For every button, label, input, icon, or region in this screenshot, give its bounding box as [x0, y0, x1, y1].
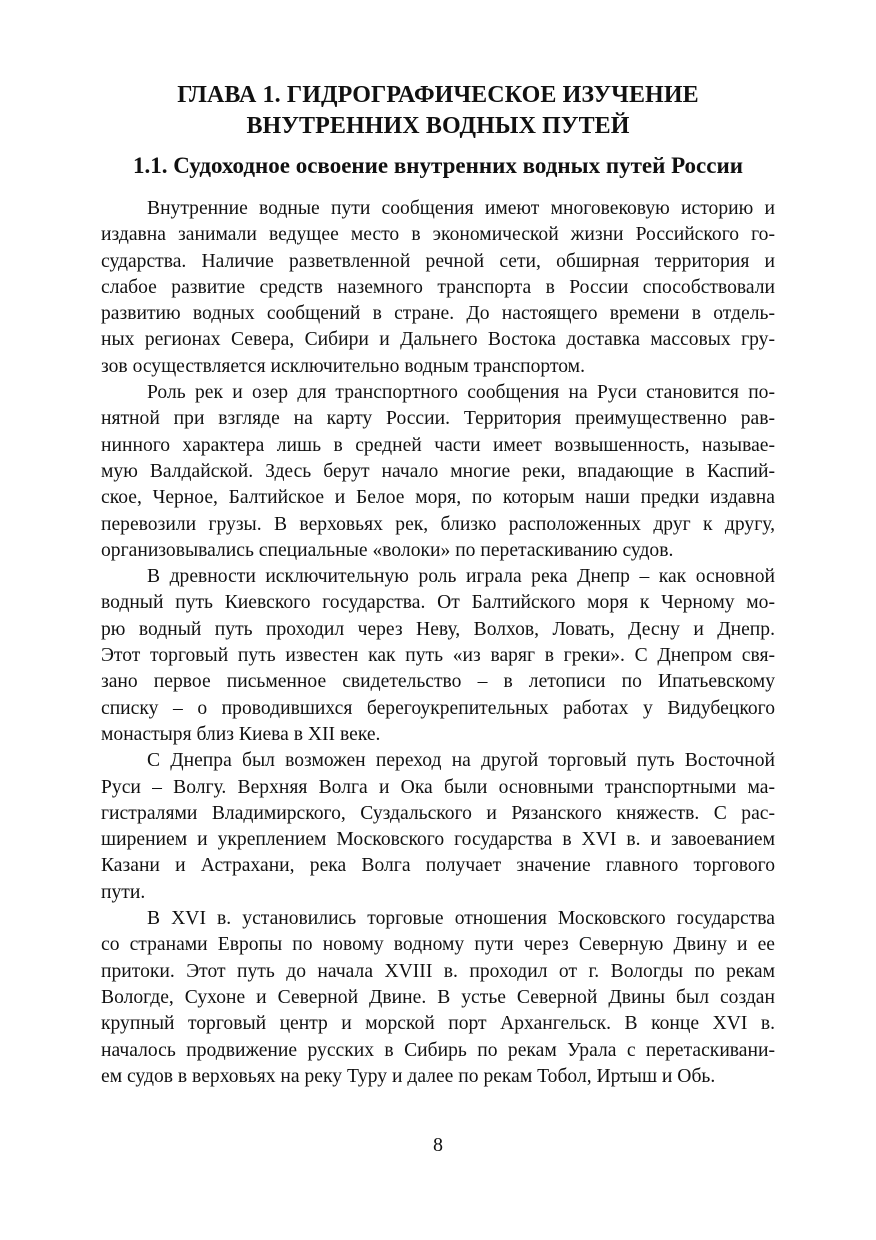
text-line: нятной при взгляде на карту России. Территория преимущественно рав- [101, 408, 775, 430]
text-line: организовывались специальные «волоки» по перетаскиванию судов. [101, 539, 674, 561]
text-line: рю водный путь проходил через Неву, Волхов, Ловать, Десну и Днепр. [101, 618, 775, 640]
text-line: ское, Черное, Балтийское и Белое моря, по которым наши предки издавна [101, 487, 775, 509]
text-line: со странами Европы по новому водному пути через Северную Двину и ее [101, 934, 775, 956]
text-line: мую Валдайской. Здесь берут начало многие реки, впадающие в Каспий- [101, 460, 775, 482]
body-text [101, 196, 775, 1090]
section-title: 1.1. Судоходное освоение внутренних водных путей России [133, 153, 743, 178]
text-line: Руси – Волгу. Верхняя Волга и Ока были основными транспортными ма- [101, 776, 775, 798]
text-line: ных регионах Севера, Сибири и Дальнего Востока доставка массовых гру- [101, 329, 775, 351]
text-line: Роль рек и озер для транспортного сообщения на Руси становится по- [147, 382, 775, 404]
text-line: ширением и укреплением Московского государства в XVI в. и завоеванием [101, 829, 775, 851]
text-line: В XVI в. установились торговые отношения Московского государства [147, 908, 775, 930]
text-line: Внутренние водные пути сообщения имеют многовековую историю и [147, 198, 775, 219]
text-line: списку – о проводившихся берегоукрепительных работах у Видубецкого [101, 697, 775, 719]
page-number: 8 [433, 1134, 443, 1156]
text-line: Вологде, Сухоне и Северной Двине. В устье Северной Двины был создан [101, 986, 775, 1008]
chapter-title [100, 80, 776, 142]
text-line: пути. [101, 881, 146, 903]
text-line: сударства. Наличие разветвленной речной сети, обширная территория и [101, 250, 775, 272]
text-line: В древности исключительную роль играла река Днепр – как основной [147, 566, 775, 588]
text-line: гистралями Владимирского, Суздальского и Рязанского княжеств. С рас- [101, 802, 775, 824]
paragraph [101, 380, 775, 564]
text-line: Этот торговый путь известен как путь «из варяг в греки». С Днепром свя- [101, 645, 775, 667]
text-line: крупный торговый центр и морской порт Архангельск. В конце XVI в. [101, 1013, 775, 1035]
text-line: слабое развитие средств наземного транспорта в России способствовали [101, 276, 775, 298]
paragraph [101, 564, 775, 748]
text-line: издавна занимали ведущее место в экономической жизни Российского го- [101, 224, 775, 246]
text-line: С Днепра был возможен переход на другой торговый путь Восточной [147, 750, 775, 772]
text-line: ем судов в верховьях на реку Туру и далее по рекам Тобол, Иртыш и Обь. [101, 1065, 716, 1087]
text-line: водный путь Киевского государства. От Балтийского моря к Черному мо- [101, 592, 775, 614]
text-line: монастыря близ Киева в XII веке. [101, 723, 381, 745]
paragraph [101, 906, 775, 1090]
paragraph [101, 196, 775, 380]
text-line: началось продвижение русских в Сибирь по рекам Урала с перетаскивани- [101, 1039, 775, 1061]
chapter-title-line: ГЛАВА 1. ГИДРОГРАФИЧЕСКОЕ ИЗУЧЕНИЕ [177, 82, 699, 108]
text-line: развитию водных сообщений в стране. До настоящего времени в отдель- [101, 303, 775, 325]
text-line: перевозили грузы. В верховьях рек, близко расположенных друг к другу, [101, 513, 775, 535]
text-line: зов осуществляется исключительно водным транспортом. [101, 355, 585, 377]
text-line: притоки. Этот путь до начала XVIII в. проходил от г. Вологды по рекам [101, 960, 775, 982]
text-line: нинного характера лишь в средней части имеет возвышенность, называе- [101, 434, 775, 456]
chapter-title-line: ВНУТРЕННИХ ВОДНЫХ ПУТЕЙ [246, 113, 630, 139]
text-line: Казани и Астрахани, река Волга получает значение главного торгового [101, 855, 775, 877]
paragraph [101, 748, 775, 906]
text-line: зано первое письменное свидетельство – в летописи по Ипатьевскому [101, 671, 775, 693]
